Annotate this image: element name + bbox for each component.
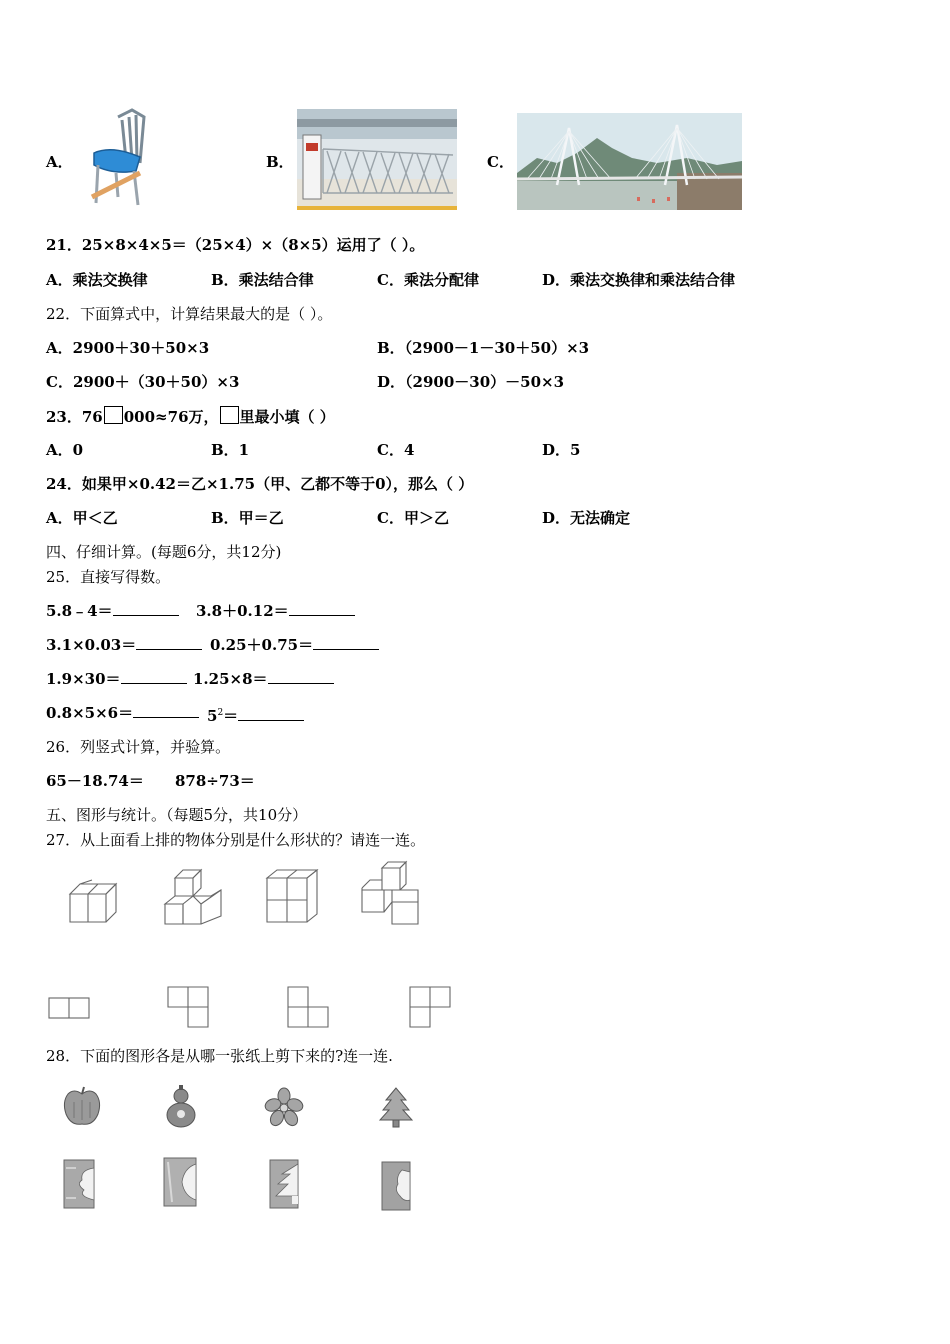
top-view-shape-3[interactable]: [287, 986, 329, 1028]
tree-shape-icon[interactable]: [378, 1086, 414, 1128]
gourd-shape-icon[interactable]: [164, 1084, 198, 1130]
q21-option-d[interactable]: D．乘法交换律和乘法结合律: [542, 271, 736, 289]
top-view-shape-2[interactable]: [167, 986, 209, 1028]
retractable-gate-image: [297, 109, 457, 210]
apple-shape-icon[interactable]: [62, 1086, 102, 1128]
top-view-shape-4[interactable]: [409, 986, 451, 1028]
q23-stem-part-b: 000≈76万，: [123, 408, 219, 426]
calc-item: 3.8＋0.12＝: [196, 601, 355, 621]
calc-item: 0.8×5×6＝: [46, 703, 199, 723]
q22-option-b[interactable]: B．（2900－1－30＋50）×3: [377, 339, 590, 357]
calc-item: 1.9×30＝: [46, 669, 187, 689]
answer-blank[interactable]: [268, 669, 334, 684]
section-4-title: 四、仔细计算。(每题6分，共12分): [46, 543, 282, 561]
q26-item-2: 878÷73＝: [175, 772, 255, 790]
q24-option-a[interactable]: A．甲＜乙: [46, 509, 118, 527]
section-5-title: 五、图形与统计。（每题5分，共10分）: [46, 806, 308, 824]
calc-item: 1.25×8＝: [193, 669, 334, 689]
q20-option-a-letter: A．: [46, 153, 73, 171]
q26-item-1: 65－18.74＝: [46, 772, 144, 790]
answer-blank[interactable]: [313, 635, 379, 650]
q22-stem: 22．下面算式中，计算结果最大的是（ ）。: [46, 305, 333, 323]
q24-option-c[interactable]: C．甲＞乙: [377, 509, 449, 527]
q24-option-b[interactable]: B．甲＝乙: [211, 509, 284, 527]
blank-box: [104, 406, 123, 424]
q26-stem: 26．列竖式计算，并验算。: [46, 738, 231, 756]
calc-item: 0.25＋0.75＝: [210, 635, 379, 655]
answer-blank[interactable]: [238, 706, 304, 721]
q21-option-b[interactable]: B．乘法结合律: [211, 271, 314, 289]
answer-blank[interactable]: [136, 635, 202, 650]
q23-option-c[interactable]: C．4: [377, 441, 415, 459]
answer-blank[interactable]: [121, 669, 187, 684]
exponent: 2: [217, 708, 224, 718]
calc-item: 3.1×0.03＝: [46, 635, 202, 655]
cube-figure-2[interactable]: [163, 868, 225, 928]
q23-option-a[interactable]: A．0: [46, 441, 84, 459]
q22-option-d[interactable]: D．（2900－30）－50×3: [377, 373, 565, 391]
q23-option-b[interactable]: B．1: [211, 441, 250, 459]
q27-stem: 27．从上面看上排的物体分别是什么形状的？请连一连。: [46, 831, 426, 849]
q23-option-d[interactable]: D．5: [542, 441, 581, 459]
q22-option-a[interactable]: A．2900＋30＋50×3: [46, 339, 210, 357]
q24-stem: 24．如果甲×0.42＝乙×1.75（甲、乙都不等于0），那么（ ）: [46, 475, 474, 493]
q24-option-d[interactable]: D．无法确定: [542, 509, 631, 527]
q22-option-c[interactable]: C．2900＋（30＋50）×3: [46, 373, 240, 391]
answer-blank[interactable]: [289, 601, 355, 616]
answer-blank[interactable]: [113, 601, 179, 616]
q23-stem: [46, 406, 335, 427]
q21-stem: 21．25×8×4×5＝（25×4）×（8×5）运用了（ ）。: [46, 236, 425, 254]
cube-figure-1[interactable]: [68, 880, 124, 926]
folded-paper-3[interactable]: [268, 1158, 300, 1210]
q21-option-c[interactable]: C．乘法分配律: [377, 271, 479, 289]
q21-option-a[interactable]: A．乘法交换律: [46, 271, 148, 289]
q23-stem-part-c: 里最小填（ ）: [239, 408, 335, 426]
answer-blank[interactable]: [133, 703, 199, 718]
calc-item: $5^2=$: [207, 703, 304, 726]
folded-paper-1[interactable]: [62, 1158, 96, 1210]
chair-image: [82, 105, 152, 210]
q20-option-c-letter: C．: [487, 153, 514, 171]
q25-stem: 25．直接写得数。: [46, 568, 171, 586]
calc-item: 5.8﹣4＝: [46, 601, 179, 621]
top-view-shape-1[interactable]: [48, 997, 90, 1019]
folded-paper-2[interactable]: [162, 1156, 198, 1208]
cube-figure-4[interactable]: [360, 860, 424, 926]
q23-stem-part-a: 23．76: [46, 408, 103, 426]
blank-box: [220, 406, 239, 424]
q20-option-b-letter: B．: [266, 153, 294, 171]
folded-paper-4[interactable]: [380, 1160, 412, 1212]
flower-shape-icon[interactable]: [263, 1087, 305, 1127]
cube-figure-3[interactable]: [265, 868, 321, 926]
q28-stem: 28．下面的图形各是从哪一张纸上剪下来的?连一连.: [46, 1047, 393, 1065]
cable-bridge-image: [517, 113, 742, 210]
